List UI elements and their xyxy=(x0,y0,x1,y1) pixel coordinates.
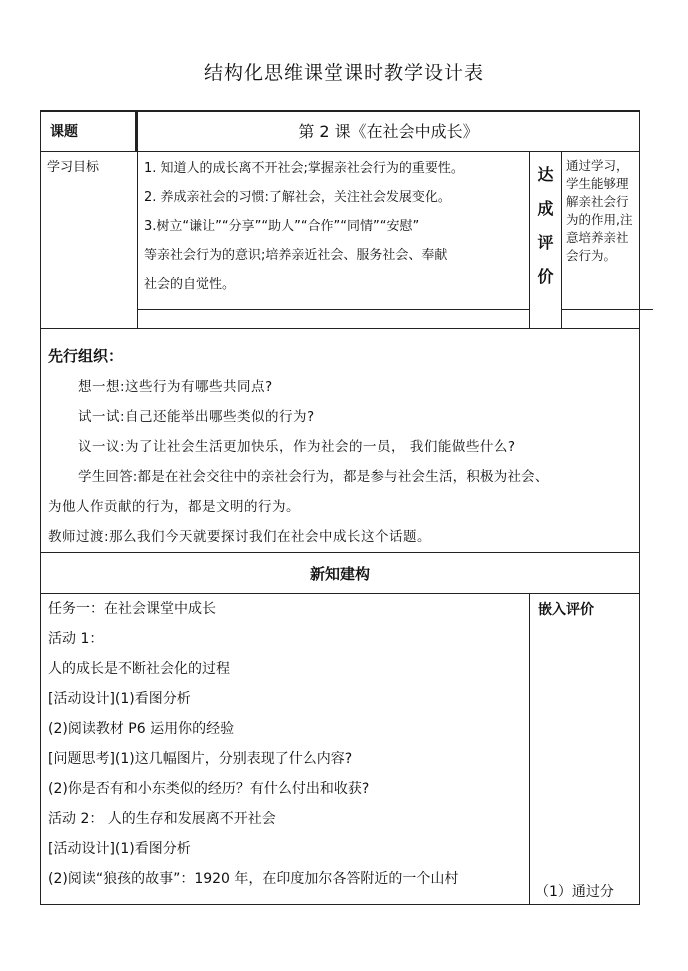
achievement-eval-text: 通过学习，学生能够理解亲社会行为的作用,注意培养亲社会行为。 xyxy=(566,158,633,263)
header-divider xyxy=(40,151,640,152)
preview-line: 试一试:自己还能举出哪些类似的行为? xyxy=(78,409,315,425)
objective-line: 等亲社会行为的意识;培养亲近社会、服务社会、奉献 xyxy=(144,248,448,263)
task-line: (2)阅读“狼孩的故事”：1920 年，在印度加尔各答附近的一个山村 xyxy=(48,871,459,887)
objectives-list xyxy=(144,154,528,299)
task-line: [活动设计](1)看图分析 xyxy=(48,841,191,857)
eval-label-char: 评 xyxy=(537,233,554,252)
preview-heading: 先行组织： xyxy=(48,347,124,365)
task-line: (2)阅读教材 P6 运用你的经验 xyxy=(48,721,235,737)
preview-line: 议一议:为了让社会生活更加快乐，作为社会的一员， 我们能做些什么? xyxy=(78,439,516,455)
task-line: 任务一：在社会课堂中成长 xyxy=(48,601,216,617)
task-line: 人的成长是不断社会化的过程 xyxy=(48,661,230,677)
eval-text-divider xyxy=(561,309,653,310)
table-border-right xyxy=(639,110,640,905)
task-line: (2)你是否有和小东类似的经历？有什么付出和收获? xyxy=(48,781,370,797)
objective-line: 2. 养成亲社会的习惯:了解社会，关注社会发展变化。 xyxy=(144,190,451,205)
eval-label-right-divider xyxy=(561,151,562,328)
objectives-inner-divider xyxy=(137,309,529,310)
preview-line: 教师过渡:那么我们今天就要探讨我们在社会中成长这个话题。 xyxy=(48,529,432,545)
embedded-eval-label: 嵌入评价 xyxy=(538,602,594,618)
eval-label-char: 成 xyxy=(537,199,554,218)
preview-line: 为他人作贡献的行为，都是文明的行为。 xyxy=(48,499,300,515)
subject-label: 课题 xyxy=(50,124,78,140)
achievement-eval-label xyxy=(530,158,561,294)
task-col-divider xyxy=(529,593,530,904)
preview-line: 学生回答:都是在社会交往中的亲社会行为，都是参与社会生活，积极为社会、 xyxy=(78,469,549,485)
objective-line: 3.树立“谦让”“分享”“助人”“合作”“同情”“安慰” xyxy=(144,219,420,234)
preview-bottom-divider xyxy=(40,552,640,553)
task-line: [问题思考](1)这几幅图片，分别表现了什么内容? xyxy=(48,751,353,767)
objectives-bottom-divider xyxy=(40,328,640,329)
task-line: [活动设计](1)看图分析 xyxy=(48,691,191,707)
task-content xyxy=(48,594,526,894)
task-line: 活动 1： xyxy=(48,631,104,647)
lesson-title: 第 2 课《在社会中成长》 xyxy=(298,122,479,141)
embedded-eval-text: （1）通过分 xyxy=(535,884,614,900)
objectives-col-divider xyxy=(137,151,138,328)
table-border-left xyxy=(40,110,41,905)
preview-line: 想一想:这些行为有哪些共同点? xyxy=(78,379,273,395)
eval-label-char: 价 xyxy=(537,267,554,286)
eval-label-char: 达 xyxy=(537,165,554,184)
section-title: 新知建构 xyxy=(309,565,370,583)
objectives-label: 学习目标 xyxy=(47,160,100,175)
objective-line: 1. 知道人的成长离不开社会;掌握亲社会行为的重要性。 xyxy=(144,161,464,176)
objective-line: 社会的自觉性。 xyxy=(144,277,236,292)
page-title: 结构化思维课堂课时教学设计表 xyxy=(203,62,484,84)
table-border-bottom xyxy=(40,904,640,905)
task-line: 活动 2： 人的生存和发展离不开社会 xyxy=(48,811,276,827)
table-border-top xyxy=(40,110,640,112)
preview-content xyxy=(48,372,636,552)
